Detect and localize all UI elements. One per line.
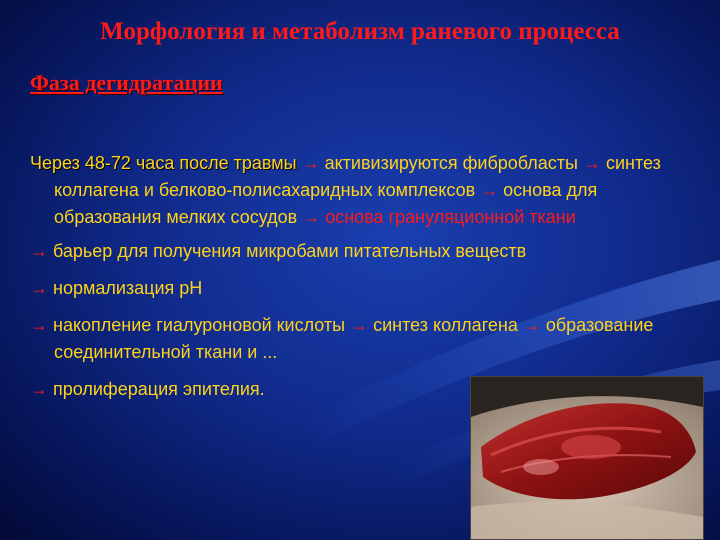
paragraph-timing	[30, 150, 670, 231]
arrow-icon: →	[30, 315, 48, 335]
text-fragment: нормализация рН	[48, 278, 203, 298]
arrow-icon: →	[301, 153, 320, 173]
arrow-icon: →	[30, 278, 48, 298]
text-fragment: активизируются фибробласты	[319, 153, 583, 173]
text-fragment: синтез коллагена	[368, 315, 523, 335]
arrow-icon: →	[480, 180, 499, 200]
text-fragment: основа для образования мелких сосудов	[54, 180, 598, 227]
arrow-icon: →	[582, 153, 601, 173]
slide-body	[30, 150, 670, 413]
text-fragment: барьер для получения микробами питательных веществ	[48, 241, 527, 261]
highlight-text: основа грануляционной ткани	[320, 207, 576, 227]
lead-text: Через 48-72 часа после травмы	[30, 153, 297, 173]
arrow-icon: →	[522, 315, 541, 335]
text-fragment: накопление гиалуроновой кислоты	[48, 315, 351, 335]
text-fragment: образование соединительной ткани и ...	[54, 315, 654, 362]
paragraph-barrier	[30, 238, 670, 265]
paragraph-hyaluronic	[30, 312, 670, 366]
arrow-icon: →	[302, 207, 321, 227]
paragraph-ph	[30, 275, 670, 302]
text-fragment: синтез коллагена и белково-полисахаридных комплексов	[54, 153, 661, 200]
text-fragment: пролиферация эпителия.	[48, 379, 265, 399]
wound-photo	[470, 376, 704, 540]
arrow-icon: →	[30, 379, 48, 399]
slide-subtitle: Фаза дегидратации	[30, 70, 223, 95]
arrow-icon: →	[350, 315, 369, 335]
slide-title: Морфология и метаболизм раневого процесса	[100, 18, 620, 45]
arrow-icon: →	[30, 241, 48, 261]
